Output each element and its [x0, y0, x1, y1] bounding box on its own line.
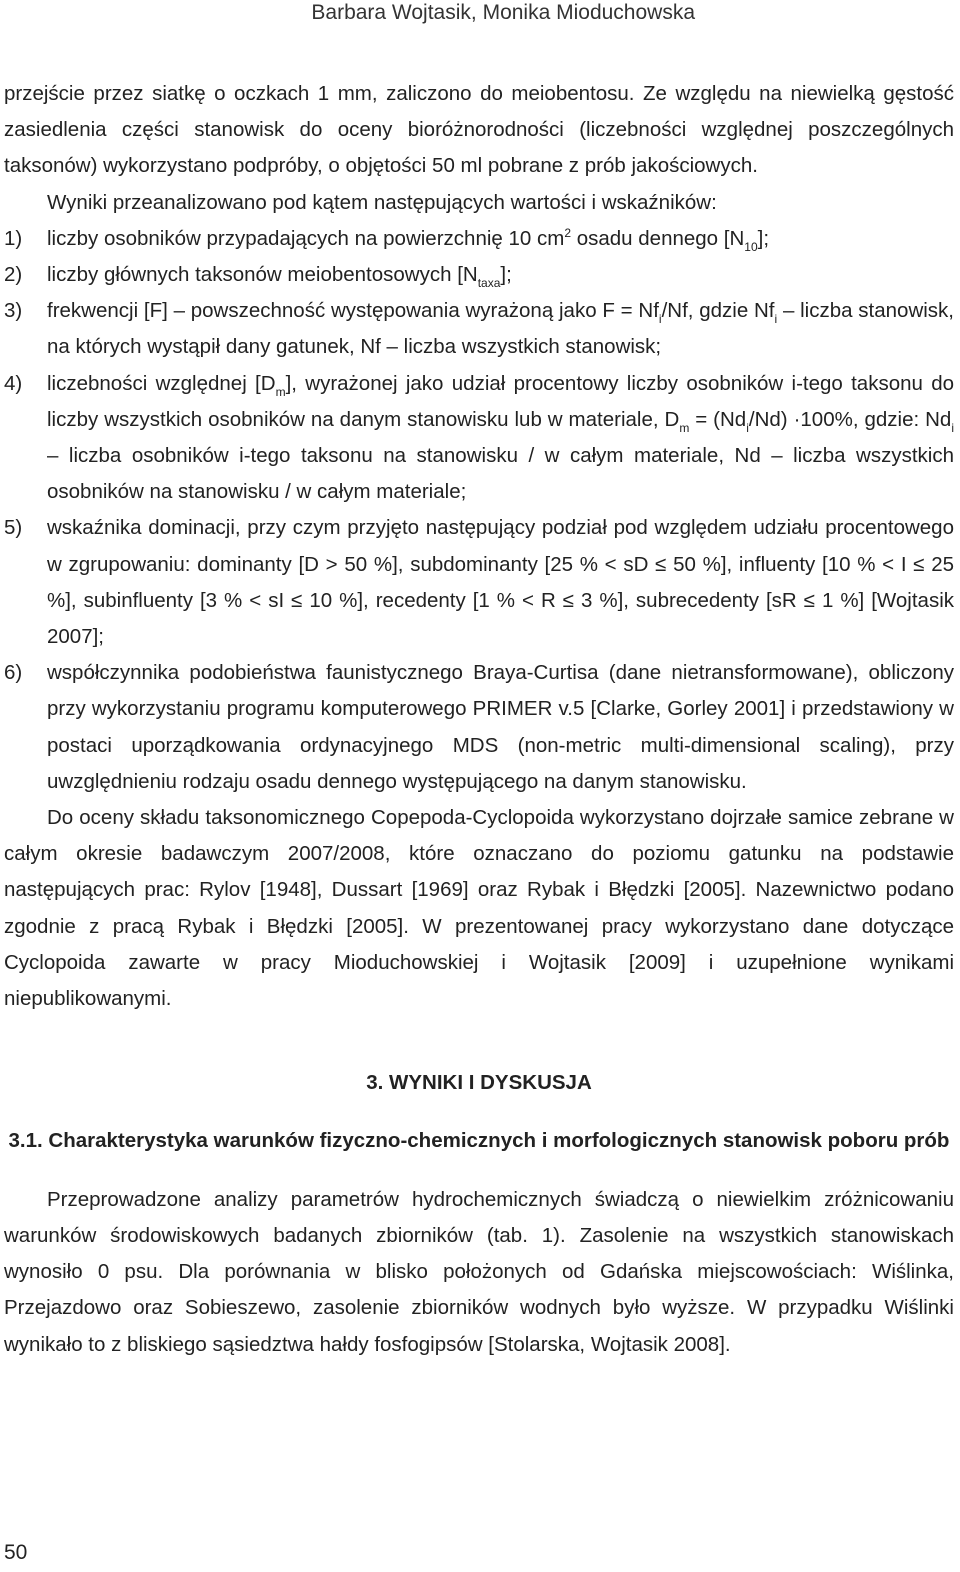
list-number: 4)	[4, 371, 23, 395]
indicator-list	[4, 221, 954, 800]
list-text: liczby osobników przypadających na powierzchnię 10 $cm^2$ osadu dennego $[N_{10}]$;	[47, 225, 770, 254]
document-body	[4, 76, 954, 1363]
list-number: 2)	[4, 263, 23, 287]
list-item	[4, 221, 954, 257]
list-number: 6)	[4, 661, 23, 685]
list-text: współczynnika podobieństwa faunistycznego Braya-Curtisa (dane nietransformowane), obliczony przy wykorzystaniu programu komputerowego PRIMER v.5 [Clarke, Gorley 2001] i przedstawiony w postaci uporządkowania ordynacyjnego MDS (non-metric multi-dimensional scaling), przy uwzględnieniu rodzaju osadu dennego występującego na danym stanowisku.	[47, 661, 954, 793]
paragraph-results-1: Przeprowadzone analizy parametrów hydrochemicznych świadczą o niewielkim zróżnicowaniu warunków środowiskowych badanych zbiorników (tab. 1). Zasolenie na wszystkich stanowiskach wynosiło 0 psu. Dla porównania w blisko położonych od Gdańska miejscowościach: Wiślinka, Przejazdowo oraz Sobieszewo, zasolenie zbiorników wodnych było wyższe. W przypadku Wiślinki wynikało to z bliskiego sąsiedztwa hałdy fosfogipsów [Stolarska, Wojtasik 2008].	[4, 1187, 954, 1356]
section-heading: 3. WYNIKI I DYSKUSJA	[366, 1071, 592, 1095]
paragraph-methods-3: Do oceny składu taksonomicznego Copepoda-Cyclopoida wykorzystano dojrzałe samice zebrane w całym okresie badawczym 2007/2008, które oznaczano do poziomu gatunku na podstawie następujących prac: Rylov [1948], Dussart [1969] oraz Rybak i Błędzki [2005]. Nazewnictwo podano zgodnie z pracą Rybak i Błędzki [2005]. W prezentowanej pracy wykorzystano dane dotyczące Cyclopoida zawarte w pracy Mioduchowskiej i Wojtasik [2009] i uzupełnione wynikami niepublikowanymi.	[4, 806, 954, 1011]
paragraph-methods-1: przejście przez siatkę o oczkach 1 mm, zaliczono do meiobentosu. Ze względu na niewielką gęstość zasiedlenia części stanowisk do oceny bioróżnorodności (liczebności względnej poszczególnych taksonów) wykorzystano podpróby, o objętości 50 ml pobrane z prób jakościowych.	[4, 82, 954, 178]
list-text: liczby głównych taksonów meiobentosowych $[N_{taxa}]$;	[47, 263, 512, 291]
running-header: Barbara Wojtasik, Monika Mioduchowska	[311, 1, 695, 24]
list-number: 3)	[4, 299, 23, 323]
list-item	[4, 510, 954, 655]
list-item	[4, 366, 954, 511]
list-number: 1)	[4, 226, 23, 250]
paragraph-methods-2: Wyniki przeanalizowano pod kątem następujących wartości i wskaźników:	[47, 190, 717, 214]
list-item	[4, 655, 954, 800]
list-item	[4, 293, 954, 365]
list-item	[4, 257, 954, 293]
subsection-heading: 3.1. Charakterystyka warunków fizyczno-chemicznych i morfologicznych stanowisk poboru prób	[8, 1129, 950, 1153]
list-text: frekwencji [F] – powszechność występowania wyrażoną jako $F = Nf_i/Nf$, gdzie $Nf_i$ – liczba stanowisk, na których wystąpił dany gatunek, Nf – liczba wszystkich stanowisk;	[47, 299, 954, 359]
list-text: wskaźnika dominacji, przy czym przyjęto następujący podział pod względem udziału procentowego w zgrupowaniu: dominanty [D > 50 %], subdominanty [25 % < sD ≤ 50 %], influenty [10 % < I ≤ 25 %], subinfluenty [3 % < sI ≤ 10 %], recedenty [1 % < R ≤ 3 %], subrecedenty [sR ≤ 1 %] [Wojtasik 2007];	[47, 516, 954, 649]
list-number: 5)	[4, 516, 23, 540]
list-text: liczebności względnej $[D_m]$, wyrażonej jako udział procentowy liczby osobników i-tego taksonu do liczby wszystkich osobników na danym stanowisku lub w materiale, $D_m = (Nd_i/Nd) \cdot 100\%$, gdzie: $Nd_i$ – liczba osobników i-tego taksonu na stanowisku / w całym materiale, Nd – liczba wszystkich osobników na stanowisku / w całym materiale;	[47, 371, 955, 504]
page-number: 50	[4, 1541, 28, 1564]
